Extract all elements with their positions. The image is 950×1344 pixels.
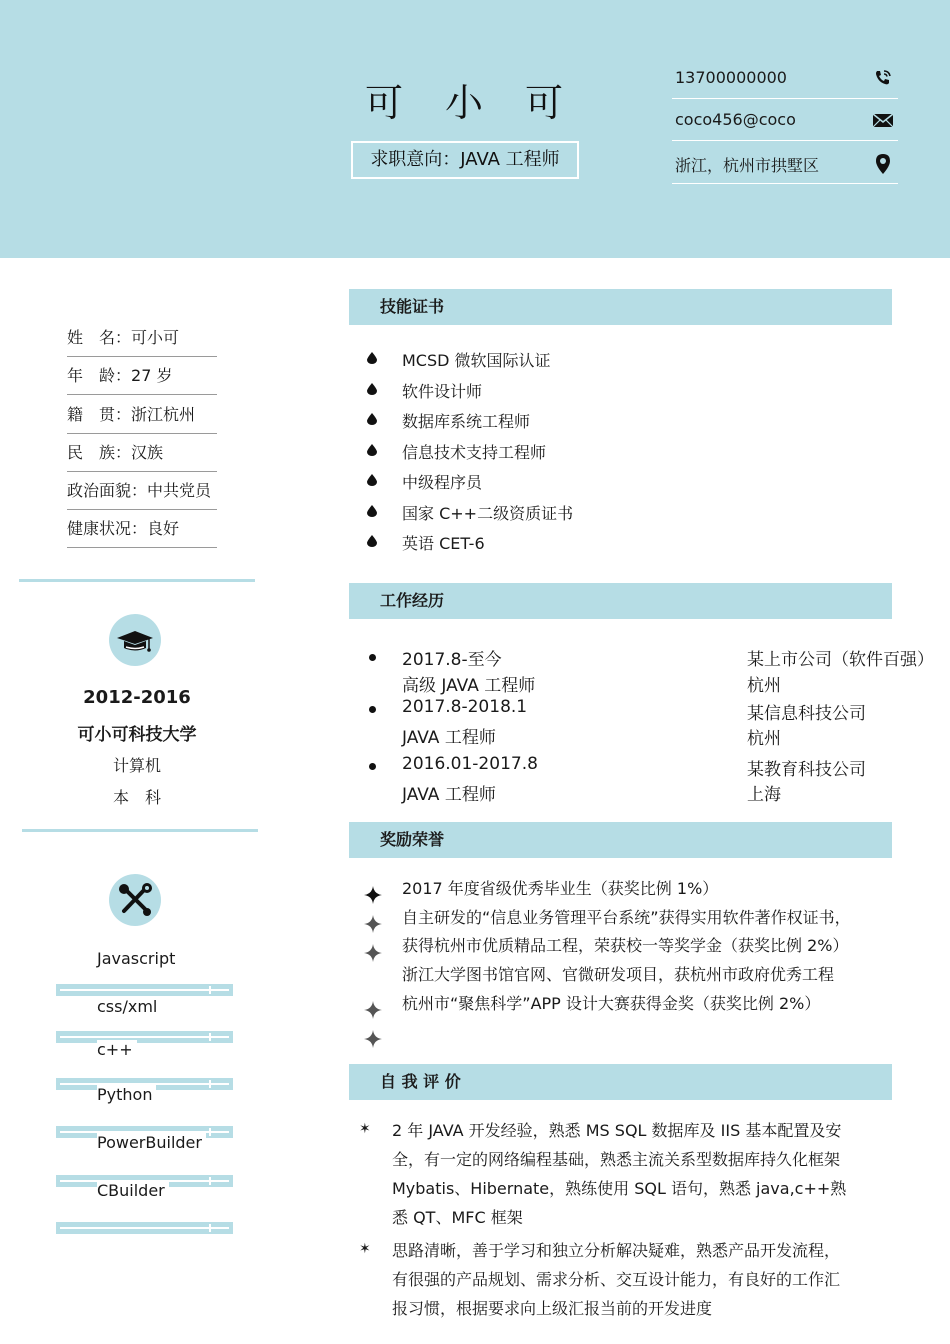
contact-phone [672, 58, 898, 99]
work-title: JAVA 工程师 [402, 728, 496, 748]
section-work [349, 583, 892, 619]
location-icon [872, 153, 894, 175]
skill-label: PowerBuilder [97, 1133, 206, 1152]
info-row-political [67, 473, 217, 510]
info-value: 浙江杭州 [131, 405, 196, 424]
certificate-item: 信息技术支持工程师 [402, 443, 547, 462]
contact-email [672, 100, 898, 141]
drop-bullet-icon [367, 352, 377, 364]
award-item: 2017 年度省级优秀毕业生（获奖比例 1%） [402, 879, 719, 898]
skill-label: c++ [97, 1040, 137, 1059]
divider [19, 579, 255, 582]
job-intent: 求职意向：JAVA 工程师 [351, 141, 579, 179]
sparkle-bullet-icon [364, 915, 382, 933]
candidate-name: 可 小 可 [364, 81, 565, 125]
skill-label: Javascript [97, 949, 179, 968]
info-row-name [67, 320, 217, 357]
info-value: 良好 [147, 519, 180, 538]
contact-address [672, 143, 898, 184]
skill-bar-css [56, 1031, 233, 1043]
skills-badge [109, 874, 161, 926]
info-label: 年 龄： [67, 366, 132, 385]
drop-bullet-icon [367, 535, 377, 547]
skill-bar-javascript [56, 984, 233, 996]
education-badge [109, 614, 161, 666]
self-evaluation-paragraph [392, 1236, 872, 1323]
skill-label: Python [97, 1085, 156, 1104]
skill-bar-cbuilder [56, 1222, 233, 1234]
work-title: 高级 JAVA 工程师 [402, 676, 536, 696]
drop-bullet-icon [367, 383, 377, 395]
sparkle-bullet-icon [364, 1001, 382, 1019]
info-row-hometown [67, 397, 217, 434]
drop-bullet-icon [367, 505, 377, 517]
phone-text: 13700000000 [675, 68, 787, 87]
section-awards [349, 822, 892, 858]
info-label: 姓 名： [67, 328, 132, 347]
email-text: coco456@coco [675, 110, 796, 129]
bullet-dot [369, 654, 376, 661]
skill-label: css/xml [97, 997, 161, 1016]
work-company: 某信息科技公司 [747, 704, 866, 724]
self-evaluation-paragraph [392, 1116, 872, 1232]
divider [22, 829, 258, 832]
work-period: 2017.8-2018.1 [402, 697, 528, 717]
star-bullet-icon: ✶ [359, 1241, 371, 1257]
certificate-item: 中级程序员 [402, 473, 483, 492]
section-title: 技能证书 [380, 297, 445, 316]
graduation-cap-icon [109, 614, 161, 666]
info-row-ethnicity [67, 435, 217, 472]
paragraph-line: Mybatis、Hibernate，熟练使用 SQL 语句，熟悉 java,c++熟 [392, 1179, 847, 1198]
info-value: 中共党员 [147, 481, 212, 500]
paragraph-line: 2 年 JAVA 开发经验，熟悉 MS SQL 数据库及 IIS 基本配置及安 [392, 1121, 842, 1140]
section-self-evaluation [349, 1064, 892, 1100]
paragraph-line: 报习惯，根据要求向上级汇报当前的开发进度 [392, 1299, 713, 1318]
certificate-item: MCSD 微软国际认证 [402, 351, 551, 370]
info-label: 民 族： [67, 443, 132, 462]
award-item: 杭州市“聚焦科学”APP 设计大赛获得金奖（获奖比例 2%） [402, 994, 821, 1013]
sparkle-bullet-icon [364, 1030, 382, 1048]
certificate-item: 软件设计师 [402, 382, 483, 401]
work-period: 2017.8-至今 [402, 650, 502, 670]
address-text: 浙江，杭州市拱墅区 [675, 156, 820, 175]
education-degree: 本 科 [112, 788, 161, 807]
phone-icon [872, 68, 894, 88]
certificate-item: 英语 CET-6 [402, 534, 485, 553]
work-city: 杭州 [747, 676, 781, 696]
info-label: 政治面貌： [67, 481, 148, 500]
paragraph-line: 有很强的产品规划、需求分析、交互设计能力，有良好的工作汇 [392, 1270, 841, 1289]
info-value: 汉族 [131, 443, 164, 462]
bullet-dot [369, 763, 376, 770]
info-row-health [67, 511, 217, 548]
work-period: 2016.01-2017.8 [402, 754, 538, 774]
paragraph-line: 全，有一定的网络编程基础，熟悉主流关系型数据库持久化框架 [392, 1150, 841, 1169]
certificate-item: 数据库系统工程师 [402, 412, 531, 431]
star-bullet-icon: ✶ [359, 1121, 371, 1137]
paragraph-line: 思路清晰，善于学习和独立分析解决疑难，熟悉产品开发流程， [392, 1241, 841, 1260]
certificate-item: 国家 C++二级资质证书 [402, 504, 574, 523]
sparkle-bullet-icon [364, 944, 382, 962]
award-item: 浙江大学图书馆官网、官微研发项目，获杭州市政府优秀工程 [402, 965, 835, 984]
tools-icon [109, 874, 161, 926]
section-title: 自 我 评 价 [380, 1072, 461, 1091]
info-value: 可小可 [131, 328, 180, 347]
work-city: 杭州 [747, 729, 781, 749]
skill-label: CBuilder [97, 1181, 169, 1200]
education-major: 计算机 [112, 756, 161, 775]
work-company: 某教育科技公司 [747, 760, 866, 780]
paragraph-line: 悉 QT、MFC 框架 [392, 1208, 523, 1227]
drop-bullet-icon [367, 413, 377, 425]
section-certificates [349, 289, 892, 325]
info-value: 27 岁 [131, 366, 173, 385]
award-item: 获得杭州市优质精品工程，荣获校一等奖学金（获奖比例 2%） [402, 936, 849, 955]
info-label: 籍 贯： [67, 405, 132, 424]
education-years: 2012-2016 [83, 687, 191, 708]
award-item: 自主研发的“信息业务管理平台系统”获得实用软件著作权证书， [402, 908, 851, 927]
drop-bullet-icon [367, 474, 377, 486]
section-title: 工作经历 [380, 591, 445, 610]
work-company: 某上市公司（软件百强） [747, 650, 934, 670]
bullet-dot [369, 706, 376, 713]
email-icon [872, 110, 894, 130]
work-title: JAVA 工程师 [402, 785, 496, 805]
info-label: 健康状况： [67, 519, 148, 538]
drop-bullet-icon [367, 444, 377, 456]
sparkle-bullet-icon [364, 886, 382, 904]
education-school: 可小可科技大学 [77, 725, 197, 745]
info-row-age [67, 358, 217, 395]
work-city: 上海 [747, 785, 781, 805]
section-title: 奖励荣誉 [380, 830, 445, 849]
